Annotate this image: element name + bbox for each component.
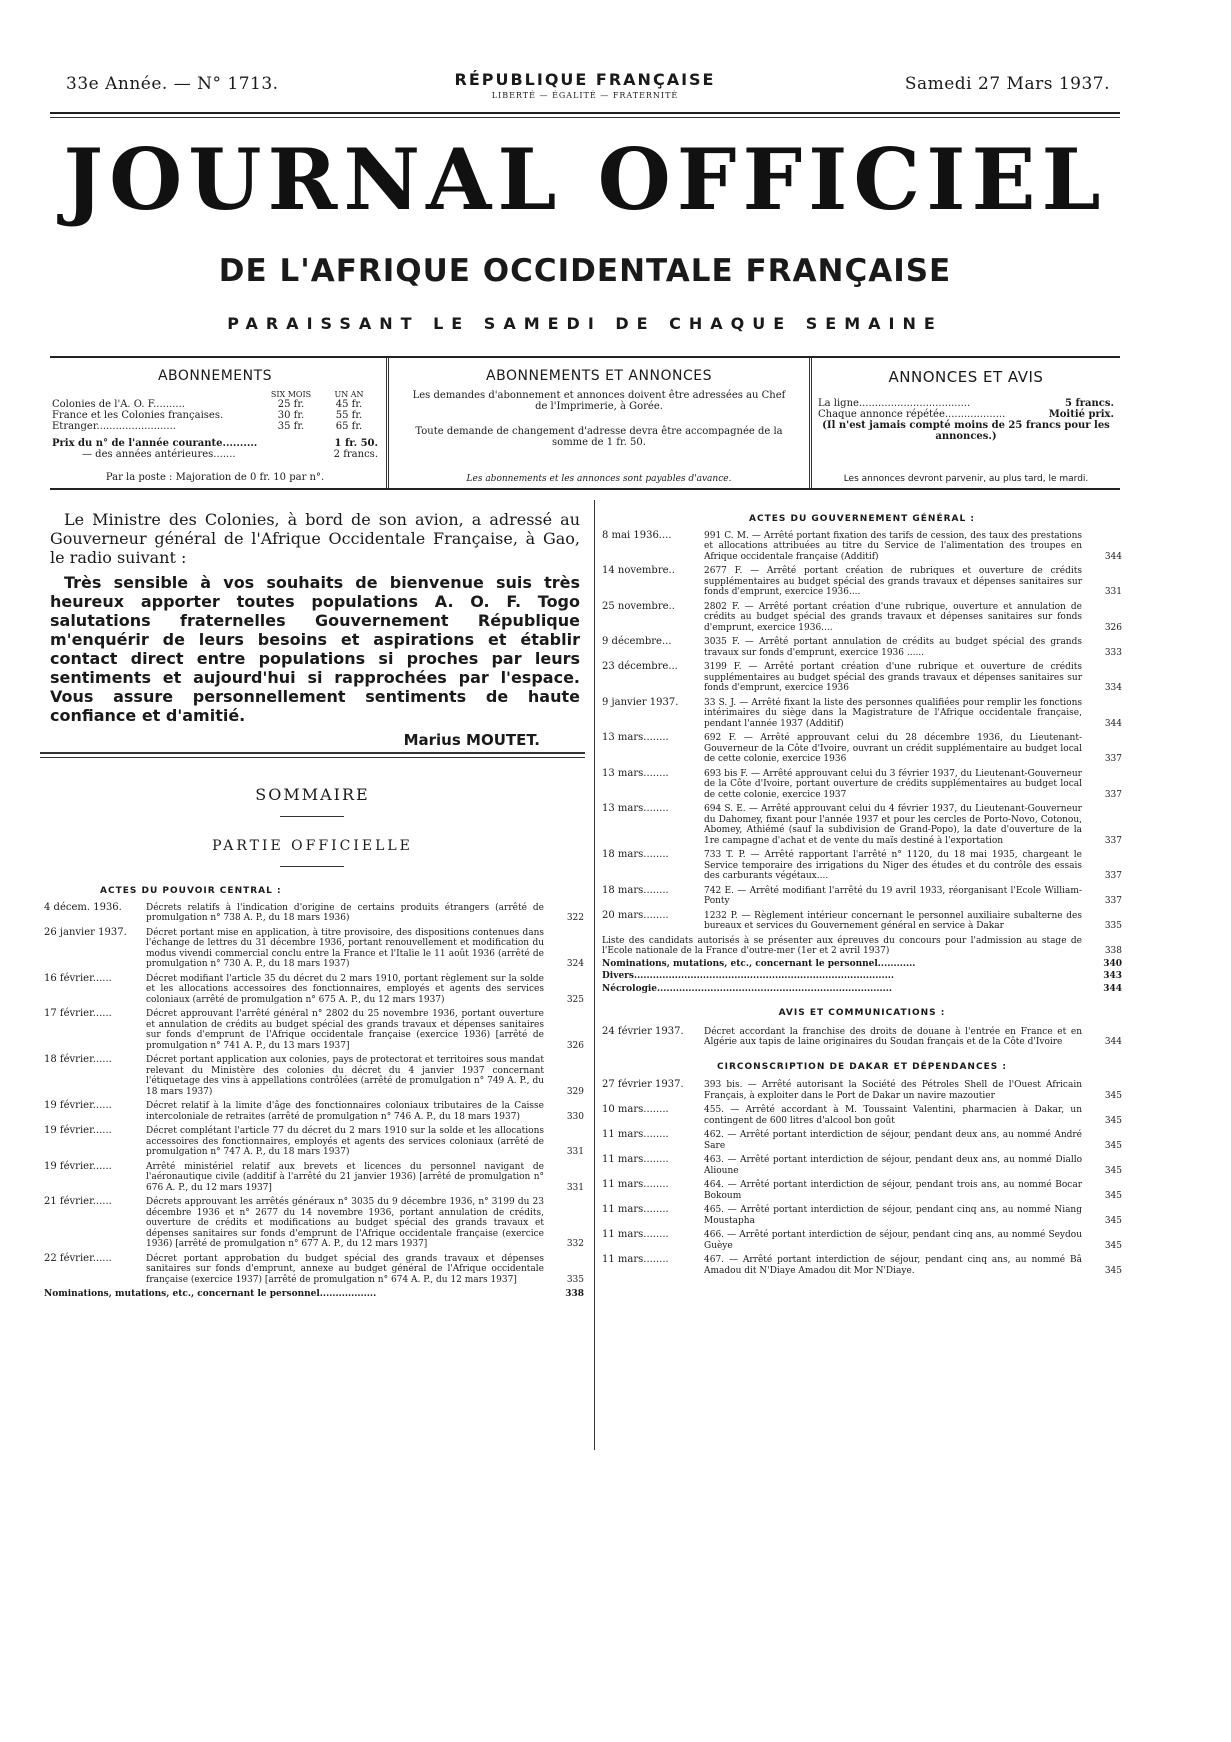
entry-text: Décret complétant l'article 77 du décret du 2 mars 1910 sur la solde et les allocations accessoires des fonctionnaires, employés et agents des services coloniaux (arrêté de promulgation n° 747 A. P., du 18 mars 1937) [146, 1126, 544, 1157]
annonces-tarifs [812, 398, 1120, 420]
entry-page: 337 [1104, 754, 1122, 764]
entry-page: 344 [1104, 551, 1122, 562]
entry-page: 330 [566, 1111, 584, 1122]
entry-text: 991 C. M. — Arrêté portant fixation des tarifs de cession, des taux des prestations et allocations attribuées au titre du Service de l'alimentation des troupes en Afrique occidentale française (Additif) [704, 530, 1082, 562]
pouvoir-list [44, 903, 584, 1286]
toc-line [602, 959, 1122, 970]
masthead-subtitle: DE L'AFRIQUE OCCIDENTALE FRANÇAISE [218, 253, 952, 289]
entry-page: 337 [1104, 896, 1122, 906]
entry-text: 2677 F. — Arrêté portant création de rubriques et ouverture de crédits supplémentaires au budget spécial des grands travaux et dépenses sanitaires sur fonds d'emprunt, exercice 1936.... [704, 566, 1082, 597]
entry-text: 466. — Arrêté portant interdiction de séjour, pendant cinq ans, au nommé Seydou Guèye [704, 1230, 1082, 1251]
entry-text: 465. — Arrêté portant interdiction de séjour, pendant cinq ans, au nommé Niang Moustapha [704, 1205, 1082, 1226]
poste-note: Par la poste : Majoration de 0 fr. 10 par n°. [105, 472, 325, 483]
entry-date: 11 mars........ [602, 1229, 669, 1240]
toc-entry [602, 602, 1122, 634]
minister-message [50, 510, 580, 756]
entry-text: Décret portant mise en application, à titre provisoire, des dispositions contenues dans l'échange de lettres du 31 décembre 1936, portant renouvellement et modification du modus vivendi commercial conclu entre la France et l'Italie le 11 août 1936 (arrêté de promulgation n° 730 A. P., du 18 mars 1937) [146, 927, 544, 969]
entry-date: 19 février...... [44, 1160, 112, 1172]
entry-date: 18 mars........ [602, 849, 669, 860]
entry-page: 322 [566, 913, 584, 923]
entry-page: 325 [566, 994, 584, 1005]
entry-date: 14 novembre.. [602, 565, 675, 576]
toc-entry [602, 1155, 1122, 1176]
entry-text: 33 S. J. — Arrêté fixant la liste des personnes qualifiées pour remplir les fonctions intérimaires du siège dans la Magistrature de l'Afrique occidentale française, pendant l'année 1937 (Additif) [704, 697, 1082, 729]
row-label: Colonies de l'A. O. F.......... [52, 399, 185, 410]
entry-text: Décrets relatifs à l'indication d'origine de certains produits étrangers (arrêté de promulgation n° 738 A. P., du 18 mars 1936) [146, 902, 544, 923]
toc-line [44, 1289, 584, 1300]
row-an: 55 fr. [335, 410, 363, 421]
row-six: 35 fr. [277, 421, 305, 432]
entry-date: 27 février 1937. [602, 1079, 684, 1090]
entry-text: 393 bis. — Arrêté autorisant la Société des Pétroles Shell de l'Ouest Africain Français, à exploiter dans le Port de Dakar un navire mazoutier [704, 1080, 1082, 1101]
anterieures-label: — des années antérieures....... [82, 449, 236, 460]
entry-page: 345 [1104, 1165, 1122, 1176]
liste-text: Liste des candidats autorisés à se présenter aux épreuves du concours pour l'admission au stage de l'Ecole nationale de la France d'outre-mer (1er et 2 avril 1937) [602, 935, 1082, 956]
entry-text: Décret portant application aux colonies, pays de protectorat et territoires sous mandat relevant du Ministère des colonies du décret du 4 janvier 1937 concernant l'étiquetage des vins à appellations contrôlées (arrêté de promulgation n° 749 A. P., du 18 mars 1937) [146, 1055, 544, 1097]
entry-text: 733 T. P. — Arrêté rapportant l'arrêté n° 1120, du 18 mai 1935, chargeant le Service temporaire des irrigations du Niger des études et du contrôle des essais des carburants végétaux.... [704, 850, 1082, 881]
abonnement-row [52, 421, 378, 432]
prix-label: Prix du n° de l'année courante.......... [52, 438, 258, 449]
entry-page: 345 [1104, 1140, 1122, 1151]
toc-entry [602, 698, 1122, 730]
entry-text: 1232 P. — Règlement intérieur concernant le personnel auxiliaire subalterne des bureaux et services du Gouvernement général en service à Dakar [704, 910, 1082, 931]
entry-page: 331 [566, 1147, 584, 1157]
annonces-avis-title: ANNONCES ET AVIS [888, 368, 1044, 386]
entry-date: 13 mars........ [602, 767, 669, 779]
toc-entry [44, 974, 584, 1006]
col-six-mois: SIX MOIS [270, 390, 312, 399]
dakar-list [602, 1080, 1122, 1276]
repete-label: Chaque annonce répétée................... [818, 409, 1006, 420]
toc-entry [602, 886, 1122, 907]
section-avis: AVIS ET COMMUNICATIONS : [778, 1008, 946, 1018]
entry-page: 345 [1104, 1115, 1122, 1126]
col-un-an: UN AN [334, 390, 364, 399]
entry-page: 331 [1104, 587, 1122, 597]
divers-page: 343 [1103, 971, 1122, 981]
entry-text: Décret approuvant l'arrêté général n° 2802 du 25 novembre 1936, portant ouverture et annulation de crédits au budget spécial des grands travaux et dépenses sanitaires sur fonds d'emprunt de l'Afrique occidentale française (exercice 1936) [arrêté de promulgation n° 741 A. P., du 13 mars 1937] [146, 1009, 544, 1051]
entry-page: 345 [1104, 1265, 1122, 1276]
toc-entry [44, 1009, 584, 1051]
toc-entry [44, 1162, 584, 1194]
abonnement-row [52, 399, 378, 410]
entry-text: Décret relatif à la limite d'âge des fonctionnaires coloniaux tributaires de la Caisse intercoloniale de retraites (arrêté de promulgation n° 746 A. P., du 18 mars 1937) [146, 1101, 544, 1122]
abo-annonces-foot: Les abonnements et les annonces sont payables d'avance. [466, 474, 732, 484]
row-six: 30 fr. [277, 410, 305, 421]
entry-page: 333 [1104, 647, 1122, 658]
toc-entry [602, 531, 1122, 563]
divers-text: Divers................................................................................... [602, 971, 895, 981]
prix-numero [52, 438, 378, 460]
nominations-right-text: Nominations, mutations, etc., concernant le personnel............ [602, 958, 916, 969]
entry-page: 331 [566, 1182, 584, 1193]
toc-entry [602, 804, 1122, 846]
entry-date: 4 décem. 1936. [44, 901, 122, 913]
entry-page: 345 [1104, 1240, 1122, 1251]
row-label: France et les Colonies françaises. [52, 410, 224, 421]
ligne-value: 5 francs. [1065, 398, 1114, 409]
entry-date: 11 mars........ [602, 1154, 669, 1165]
abonnements-table [52, 390, 378, 432]
section-dakar: CIRCONSCRIPTION DE DAKAR ET DÉPENDANCES : [717, 1061, 1007, 1072]
entry-page: 335 [566, 1274, 584, 1285]
toc-entry [602, 1205, 1122, 1226]
masthead-title: JOURNAL OFFICIEL [63, 130, 1107, 229]
toc-line [602, 984, 1122, 995]
entry-text: 694 S. E. — Arrêté approuvant celui du 4 février 1937, du Lieutenant-Gouverneur du Dahomey, fixant pour l'année 1937 et pour les cercles de Porto-Novo, Cotonou, Abomey, Athiémé (sauf la subdivision de Grand-Popo), la date d'ouverture de la 1re campagne d'achat et de vente du maïs destiné à l'exportation [704, 804, 1082, 846]
entry-date: 13 mars........ [602, 732, 669, 743]
necrologie-text: Nécrologie........................................................................... [602, 983, 893, 994]
sommaire-rule [40, 752, 585, 754]
nominations-right-page: 340 [1103, 958, 1122, 969]
entry-date: 11 mars........ [602, 1204, 669, 1215]
anterieures-value: 2 francs. [333, 449, 378, 460]
issue-number: 33e Année. — N° 1713. [66, 74, 279, 94]
prix-value: 1 fr. 50. [334, 438, 378, 449]
toc-entry [44, 903, 584, 924]
entry-date: 11 mars........ [602, 1129, 669, 1140]
entry-date: 8 mai 1936.... [602, 529, 672, 541]
entry-text: 742 E. — Arrêté modifiant l'arrêté du 19 avril 1933, réorganisant l'Ecole William-Ponty [704, 885, 1082, 906]
toc-entry [44, 1126, 584, 1158]
repete-value: Moitié prix. [1048, 409, 1114, 420]
section-pouvoir-central: ACTES DU POUVOIR CENTRAL : [100, 886, 282, 896]
entry-text: 3035 F. — Arrêté portant annulation de crédits au budget spécial des grands travaux sur fonds d'emprunt, exercice 1936 ...... [704, 637, 1082, 658]
toc-entry [602, 1027, 1122, 1048]
toc-entry [602, 662, 1122, 694]
abonnement-row [52, 410, 378, 421]
entry-page: 326 [1104, 622, 1122, 633]
necrologie-page: 344 [1103, 983, 1122, 994]
toc-entry [602, 566, 1122, 598]
message-signature: Marius MOUTET. [403, 731, 540, 749]
entry-text: 3199 F. — Arrêté portant création d'une rubrique et ouverture de crédits supplémentaires au budget spécial des grands travaux et dépenses sanitaires sur fonds d'emprunt, exercice 1936 [704, 662, 1082, 693]
header-rule-thin [50, 117, 1120, 118]
entry-text: 455. — Arrêté accordant à M. Toussaint Valentini, pharmacien à Dakar, un contingent de 600 litres d'alcool bon goût [704, 1105, 1082, 1126]
sommaire-title: SOMMAIRE [255, 785, 370, 804]
entry-date: 17 février...... [44, 1008, 112, 1019]
entry-date: 11 mars........ [602, 1254, 669, 1265]
abo-annonces-title: ABONNEMENTS ET ANNONCES [486, 368, 712, 384]
toc-entry [602, 769, 1122, 801]
toc-entry [44, 928, 584, 970]
toc-entry [602, 1180, 1122, 1201]
entry-date: 13 mars........ [602, 803, 669, 814]
toc-line [602, 936, 1122, 957]
entry-date: 26 janvier 1937. [44, 926, 127, 938]
entry-page: 337 [1104, 789, 1122, 800]
nominations-left-text: Nominations, mutations, etc., concernant le personnel.................. [44, 1289, 377, 1299]
header-rule [50, 112, 1120, 114]
motto: LIBERTÉ — ÉGALITÉ — FRATERNITÉ [491, 91, 679, 100]
entry-text: 693 bis F. — Arrêté approuvant celui du 3 février 1937, du Lieutenant-Gouverneur de la Côte d'Ivoire, portant ouverture de crédits supplémentaires au budget local de cette colonie, exercice 1937 [704, 768, 1082, 800]
toc-entry [602, 850, 1122, 882]
issue-date: Samedi 27 Mars 1937. [904, 74, 1110, 94]
column-separator [594, 500, 595, 1450]
entry-page: 324 [566, 959, 584, 969]
toc-entry [44, 1197, 584, 1250]
section-gouvernement-general: ACTES DU GOUVERNEMENT GÉNÉRAL : [749, 514, 975, 524]
entry-date: 25 novembre.. [602, 600, 675, 612]
entry-date: 19 février...... [44, 1100, 112, 1111]
abo-annonces-text1: Les demandes d'abonnement et annonces doivent être adressées au Chef de l'Imprimerie, à Gorée. [412, 390, 786, 412]
sommaire-divider [280, 816, 344, 817]
toc-entry [602, 1080, 1122, 1101]
toc-entry [44, 1055, 584, 1097]
toc-entry [602, 733, 1122, 765]
entry-date: 18 février...... [44, 1054, 112, 1065]
message-body: Très sensible à vos souhaits de bienvenue suis très heureux apporter toutes populations A. O. F. Togo salutations fraternelles Gouvernement République m'enquérir de leurs besoins et aspirations et établir contact direct entre populations si proches par leurs sentiments et aujourd'hui si rapprochées par l'espace. Vous assure personnellement sentiments de haute confiance et d'amitié. [50, 573, 580, 725]
nominations-left-page: 338 [565, 1289, 584, 1299]
entry-page: 335 [1104, 921, 1122, 931]
annonces-foot: Les annonces devront parvenir, au plus tard, le mardi. [843, 474, 1089, 484]
abonnements-title: ABONNEMENTS [157, 368, 273, 384]
subscription-box [50, 356, 1120, 490]
partie-divider [280, 866, 344, 867]
entry-text: 464. — Arrêté portant interdiction de séjour, pendant trois ans, au nommé Bocar Bokoum [704, 1180, 1082, 1201]
entry-text: Arrêté ministériel relatif aux brevets et licences du personnel navigant de l'aéronautique civile (additif à l'arrêté du 21 janvier 1936) [arrêté de promulgation n° 676 A. P., du 12 mars 1937] [146, 1161, 544, 1193]
entry-text: 2802 F. — Arrêté portant création d'une rubrique, ouverture et annulation de crédits au budget spécial des grands travaux et dépenses sanitaires sur fonds d'emprunt, exercice 1936.... [704, 601, 1082, 633]
entry-page: 337 [1104, 871, 1122, 881]
toc-entry [602, 1105, 1122, 1126]
ligne-label: La ligne................................... [818, 398, 971, 409]
row-label: Etranger......................... [52, 421, 176, 432]
toc-entry [602, 1130, 1122, 1151]
entry-text: Décret modifiant l'article 35 du décret du 2 mars 1910, portant règlement sur la solde et les allocations accessoires des fonctionnaires, employés et agents des services coloniaux (arrêté de promulgation n° 675 A. P., du 12 mars 1937) [146, 973, 544, 1005]
entry-date: 9 janvier 1937. [602, 696, 679, 708]
entry-text: 692 F. — Arrêté approuvant celui du 28 décembre 1936, du Lieutenant-Gouverneur de la Côte d'Ivoire, ouvrant un crédit supplémentaire au budget local de cette colonie, exercice 1936 [704, 733, 1082, 764]
row-an: 45 fr. [335, 399, 363, 410]
entry-text: 463. — Arrêté portant interdiction de séjour, pendant deux ans, au nommé Diallo Alioune [704, 1155, 1082, 1176]
entry-date: 10 mars........ [602, 1104, 669, 1115]
parution-line: PARAISSANT LE SAMEDI DE CHAQUE SEMAINE [227, 314, 943, 333]
liste-page: 338 [1104, 946, 1122, 956]
avis-list [602, 1027, 1122, 1048]
entry-text: Décret portant approbation du budget spécial des grands travaux et dépenses sanitaires sur fonds d'emprunt, annexe au budget général de l'Afrique occidentale française (exercice 1937) [arrêté de promulgation n° 674 A. P., du 12 mars 1937] [146, 1253, 544, 1285]
entry-page: 329 [566, 1086, 584, 1097]
entry-date: 22 février...... [44, 1252, 112, 1264]
entry-page: 334 [1104, 683, 1122, 693]
gouv-list [602, 531, 1122, 932]
entry-text: 462. — Arrêté portant interdiction de séjour, pendant deux ans, au nommé André Sare [704, 1130, 1082, 1151]
toc-entry [602, 1255, 1122, 1276]
toc-pouvoir-central [44, 886, 584, 1302]
entry-date: 23 décembre... [602, 661, 678, 672]
entry-page: 326 [566, 1040, 584, 1051]
toc-gouvernement-general [602, 514, 1122, 1280]
entry-text: Décret accordant la franchise des droits de douane à l'entrée en France et en Algérie aux tapis de laine originaires du Soudan français et de la Côte d'Ivoire [704, 1026, 1082, 1047]
toc-entry [602, 911, 1122, 932]
entry-page: 344 [1104, 1037, 1122, 1047]
partie-officielle: PARTIE OFFICIELLE [212, 838, 413, 854]
annonces-avis-column [812, 358, 1120, 488]
message-intro: Le Ministre des Colonies, à bord de son avion, a adressé au Gouverneur général de l'Afrique Occidentale Française, à Gao, le radio suivant : [50, 510, 580, 567]
entry-text: 467. — Arrêté portant interdiction de séjour, pendant cinq ans, au nommé Bâ Amadou dit N'Diaye Amadou dit Mor N'Diaye. [704, 1255, 1082, 1276]
toc-entry [44, 1254, 584, 1286]
entry-text: Décrets approuvant les arrêtés généraux n° 3035 du 9 décembre 1936, n° 3199 du 23 décembre 1936 et n° 2677 du 14 novembre 1936, portant annulation de crédits, ouverture de crédits et modifications au budget spécial des grands travaux et dépenses sanitaires sur fonds d'emprunt de l'Afrique occidentale française (exercice 1936) [arrêté de promulgation n° 677 A. P., du 12 mars 1937] [146, 1197, 544, 1249]
header-bar [50, 70, 1120, 110]
entry-date: 21 février...... [44, 1196, 112, 1207]
entry-page: 345 [1104, 1215, 1122, 1226]
abonnements-column [50, 358, 380, 488]
entry-page: 337 [1104, 835, 1122, 846]
abo-annonces-column [386, 358, 812, 488]
entry-date: 24 février 1937. [602, 1025, 684, 1037]
toc-entry [44, 1101, 584, 1122]
row-an: 65 fr. [335, 421, 363, 432]
entry-date: 11 mars........ [602, 1179, 669, 1190]
entry-date: 16 février...... [44, 972, 112, 984]
entry-date: 18 mars........ [602, 884, 669, 896]
entry-date: 9 décembre... [602, 636, 672, 647]
entry-page: 344 [1104, 718, 1122, 729]
entry-page: 345 [1104, 1090, 1122, 1101]
entry-page: 332 [566, 1239, 584, 1249]
annonces-note: (Il n'est jamais compté moins de 25 francs pour les annonces.) [822, 420, 1110, 442]
entry-date: 19 février...... [44, 1125, 112, 1136]
toc-line [602, 971, 1122, 982]
row-six: 25 fr. [277, 399, 305, 410]
republic-label: RÉPUBLIQUE FRANÇAISE [454, 70, 716, 89]
abonnements-header [52, 390, 378, 399]
abo-annonces-text2: Toute demande de changement d'adresse devra être accompagnée de la somme de 1 fr. 50. [415, 426, 783, 448]
entry-page: 345 [1104, 1190, 1122, 1201]
toc-entry [602, 1230, 1122, 1251]
toc-entry [602, 637, 1122, 658]
entry-date: 20 mars........ [602, 909, 669, 921]
sommaire-rule-thin [40, 757, 585, 758]
